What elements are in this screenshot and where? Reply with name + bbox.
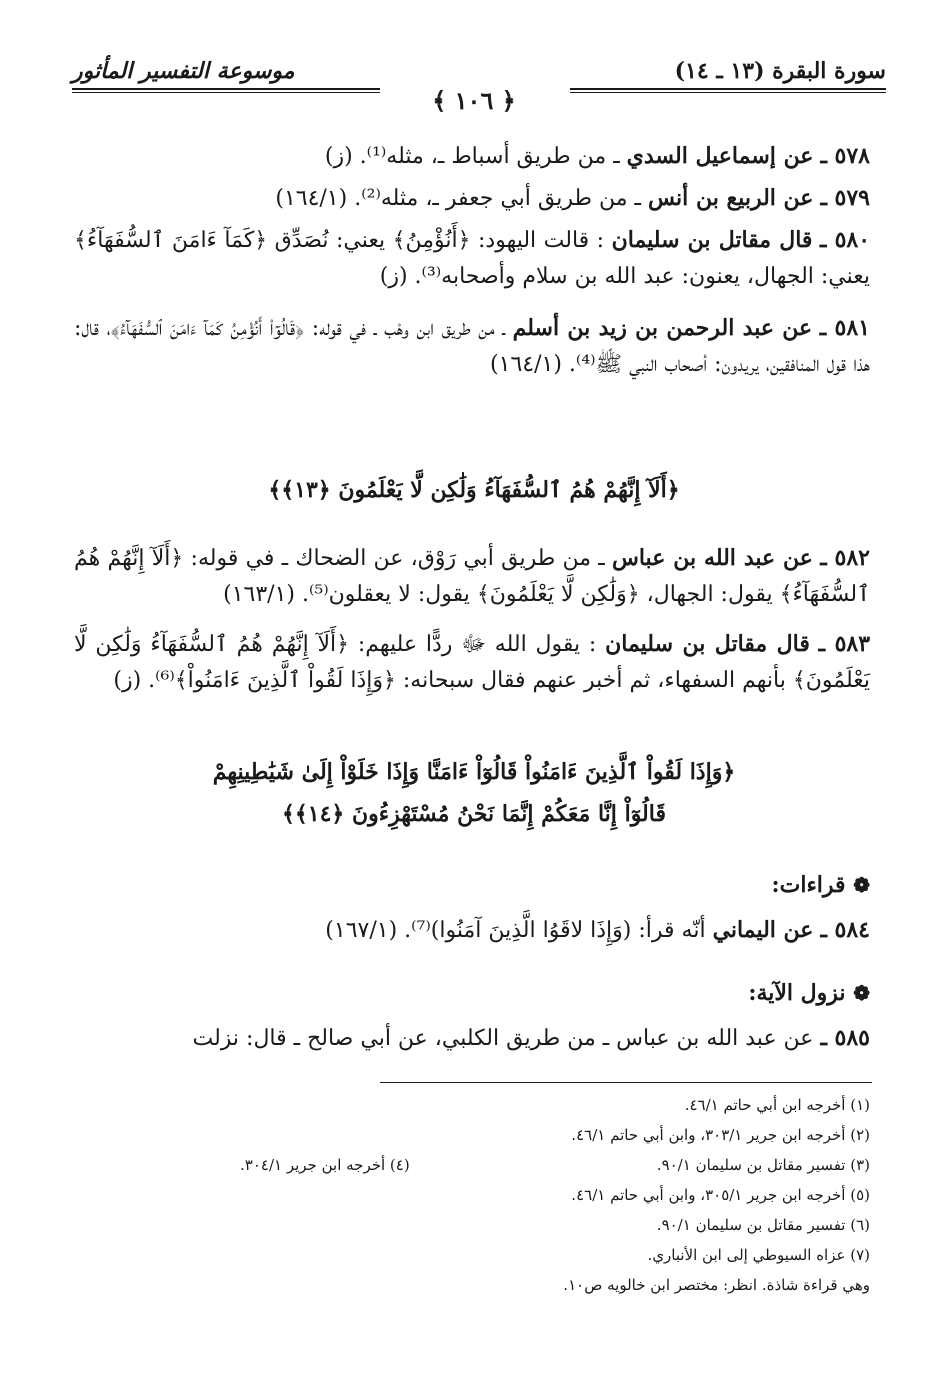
narrator-name: عن عبد الرحمن بن زيد بن أسلم	[512, 315, 813, 341]
narrator-name: عن عبد الله بن عباس	[612, 545, 813, 571]
narration-580	[74, 222, 870, 295]
section-heading-revelation: ❁ نزول الآية:	[748, 980, 870, 1006]
footnote-separator	[380, 1082, 872, 1083]
narration-number: ٥٨٤ ـ	[820, 917, 870, 943]
narration-number: ٥٨١ ـ	[819, 315, 870, 341]
narration-578	[74, 138, 870, 175]
narration-number: ٥٨٠ ـ	[819, 227, 871, 253]
narration-number: ٥٨٣ ـ	[818, 631, 871, 657]
narration-text: ـ من طريق أبي جعفر ـ، مثله⁽²⁾. (١٦٤/١)	[275, 186, 641, 211]
narration-number: ٥٨٥ ـ	[820, 1025, 870, 1051]
narration-text: : يقول الله ﷻ ردًّا عليهم: ﴿أَلَآ إِنَّهُمْ هُمُ ٱلسُّفَهَآءُ وَلَٰكِن لَّا يَعْلَمُونَ﴾ بأنهم السفهاء، ثم أخبر عنهم فقال سبحانه: ﴿وَإِذَا لَقُواْ ٱلَّذِينَ ءَامَنُواْ﴾⁽⁶⁾. (ز)	[74, 632, 870, 693]
narrator-name: قال مقاتل بن سليمان	[605, 631, 810, 657]
narrator-name: عن الربيع بن أنس	[648, 185, 814, 211]
narrator-name: عن إسماعيل السدي	[626, 143, 814, 169]
footnote-1: (١) أخرجه ابن أبي حاتم ٤٦/١.	[684, 1096, 870, 1114]
flower-ornament-icon: ❁	[853, 873, 870, 897]
narration-text: ـ من طريق أسباط ـ، مثله⁽¹⁾. (ز)	[324, 144, 620, 169]
narrator-name: قال مقاتل بن سليمان	[611, 227, 813, 253]
footnote-6: (٦) تفسير مقاتل بن سليمان ٩٠/١.	[656, 1216, 870, 1234]
narration-text: عن عبد الله بن عباس ـ من طريق الكلبي، عن أبي صالح ـ قال: نزلت	[192, 1026, 814, 1051]
running-header-book-title: موسوعة التفسير المأثور	[72, 58, 295, 84]
footnote-3: (٣) تفسير مقاتل بن سليمان ٩٠/١.	[656, 1156, 870, 1174]
narration-text: ـ من طريق أبي رَوْق، عن الضحاك ـ في قوله: ﴿أَلَآ إِنَّهُمْ هُمُ ٱلسُّفَهَآءُ﴾ يقول: الجهال، ﴿وَلَٰكِن لَّا يَعْلَمُونَ﴾ يقول: لا يعقلون⁽⁵⁾. (١٦٣/١)	[74, 546, 870, 607]
quran-verse-13: ﴿أَلَآ إِنَّهُمْ هُمُ ٱلسُّفَهَآءُ وَلَٰكِن لَّا يَعْلَمُونَ ﴿١٣﴾﴾	[268, 477, 680, 503]
narration-581	[74, 310, 870, 383]
flower-ornament-icon: ❁	[853, 981, 870, 1005]
narration-585	[74, 1020, 870, 1057]
quran-verse-14-line-1: ﴿وَإِذَا لَقُواْ ٱلَّذِينَ ءَامَنُواْ قَالُوٓاْ ءَامَنَّا وَإِذَا خَلَوْاْ إِلَىٰ شَيَٰطِينِهِمْ	[212, 759, 736, 785]
narration-579	[74, 180, 870, 217]
narration-583	[74, 626, 870, 699]
narration-584	[74, 912, 870, 949]
narration-number: ٥٨٢ ـ	[820, 545, 870, 571]
narration-text: ـ من طريق ابن وهْب ـ في قوله: ﴿قَالُوٓاْ أَنُؤْمِنُ كَمَآ ءَامَنَ ٱلسُّفَهَآءُ﴾، قال: هذا قول المنافقين، يريدون: أصحاب النبي ﷺ⁽⁴⁾. (١٦٤/١)	[74, 316, 870, 377]
footnote-2: (٢) أخرجه ابن جرير ٣٠٣/١، وابن أبي حاتم ٤٦/١.	[571, 1126, 870, 1144]
footnote-7-continued: وهي قراءة شاذة. انظر: مختصر ابن خالويه ص١٠.	[563, 1276, 870, 1294]
footnote-4: (٤) أخرجه ابن جرير ٣٠٤/١.	[240, 1156, 410, 1174]
narration-text: أنّه قرأ: (وَإِذَا لاقَوُا الَّذِينَ آمَنُوا)⁽⁷⁾. (١٦٧/١)	[325, 918, 706, 943]
narration-582	[74, 540, 870, 613]
section-heading-readings: ❁ قراءات:	[771, 872, 870, 898]
footnote-7: (٧) عزاه السيوطي إلى ابن الأنباري.	[647, 1246, 870, 1264]
footnote-5: (٥) أخرجه ابن جرير ٣٠٥/١، وابن أبي حاتم ٤٦/١.	[571, 1186, 870, 1204]
narration-text: : قالت اليهود: ﴿أَنُؤْمِنُ﴾ يعني: نُصَدِّق ﴿كَمَآ ءَامَنَ ٱلسُّفَهَآءُ﴾ يعني: الجهال، يعنون: عبد الله بن سلام وأصحابه⁽³⁾. (ز)	[74, 228, 870, 289]
narrator-name: عن اليماني	[712, 917, 814, 943]
quran-verse-14-line-2: قَالُوٓاْ إِنَّا مَعَكُمْ إِنَّمَا نَحْنُ مُسْتَهْزِءُونَ ﴿١٤﴾﴾	[282, 801, 666, 827]
narration-number: ٥٧٨ ـ	[820, 143, 870, 169]
running-header-surah: سورة البقرة (١٣ ـ ١٤)	[674, 58, 886, 84]
page-number: ﴿ ١٠٦ ﴾	[432, 86, 516, 115]
narration-number: ٥٧٩ ـ	[820, 185, 870, 211]
